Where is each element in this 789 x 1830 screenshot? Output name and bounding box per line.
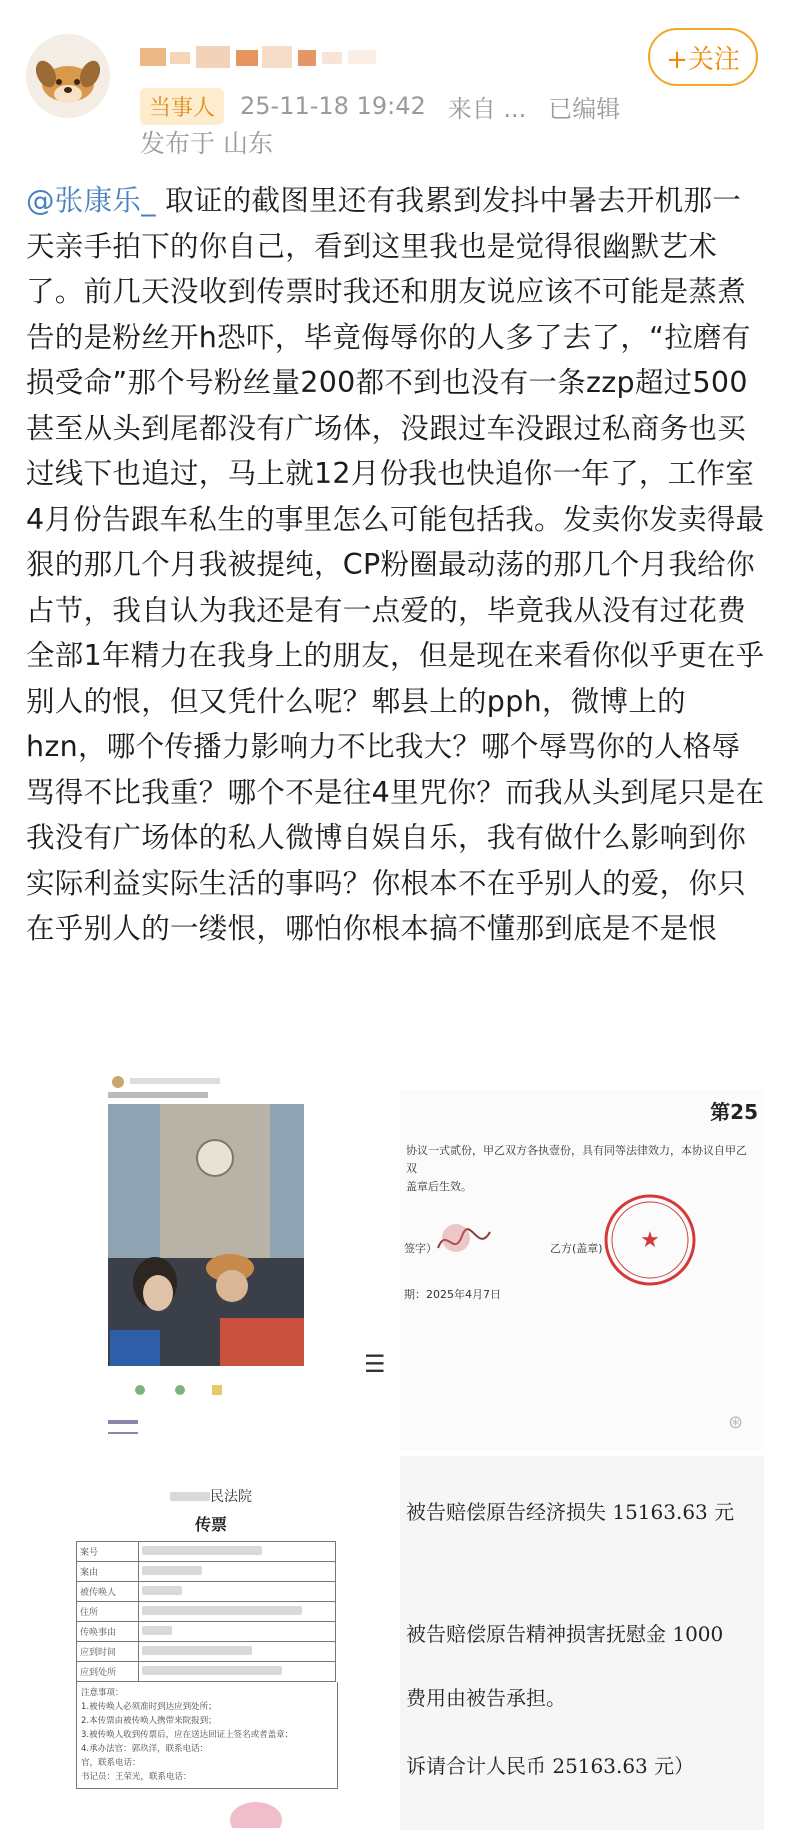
pink-stamp-icon	[226, 1798, 286, 1828]
edited-label[interactable]: 已编辑	[548, 94, 621, 123]
table-row	[77, 1622, 336, 1642]
username-obscured[interactable]	[140, 40, 390, 72]
summons-header	[76, 1486, 346, 1506]
post-text	[26, 178, 766, 952]
dog-avatar-icon	[26, 34, 110, 118]
table-cell: 住所	[77, 1602, 139, 1622]
note-line: 官，联系电话：	[81, 1758, 141, 1768]
compensation-line-4: 诉请合计人民币 25163.63 元）	[406, 1754, 695, 1778]
follow-label: +关注	[666, 44, 740, 75]
post-body: 取证的截图里还有我累到发抖中暑去开机那一天亲手拍下的你自己，看到这里我也是觉得很幽默艺术了。前几天没收到传票时我还和朋友说应该不可能是蒸煮告的是粉丝开h恐吓，毕竟侮辱你的人多了去了，“拉磨有损受命”那个号粉丝量200都不到也没有一条zzp超过500甚至从头到尾都没有广场体，没跟过车没跟过私商务也买过线下也追过，马上就12月份我也快追你一年了，工作室4月份告跟车私生的事里怎么可能包括我。发卖你发卖得最狠的那几个月我被提纯，CP粉圈最动荡的那几个月我给你占节，我自认为我还是有一点爱的，毕竟我从没有过花费全部1年精力在我身上的朋友，但是现在来看你似乎更在乎别人的恨，但又凭什么呢？郫县上的pph，微博上的hzn，哪个传播力影响力不比我大？哪个辱骂你的人格辱骂得不比我重？哪个不是往4里咒你？而我从头到尾只是在我没有广场体的私人微博自娱自乐，我有做什么影响到你实际利益实际生活的事吗？你根本不在乎别人的爱，你只在乎别人的一缕恨，哪怕你根本搞不懂那到底是不是恨	[26, 184, 765, 945]
note-line: 3.被传唤人收到传票后，应在送达回证上签名或者盖章；	[81, 1730, 294, 1740]
compensation-line-1: 被告赔偿原告经济损失 15163.63 元	[406, 1500, 735, 1524]
post-meta	[140, 88, 620, 124]
table-cell: 应到时间	[77, 1642, 139, 1662]
table-cell: 被传唤人	[77, 1582, 139, 1602]
obscured-court-name	[170, 1492, 210, 1501]
menu-icon[interactable]: ☰	[364, 1350, 386, 1378]
table-cell	[139, 1602, 336, 1622]
table-cell: 案号	[77, 1542, 139, 1562]
location: 发布于 山东	[140, 129, 273, 158]
signature-label: 签字）	[404, 1242, 437, 1255]
mention-link[interactable]: @张康乐_	[26, 184, 156, 217]
agreement-line-2: 盖章后生效。	[406, 1180, 472, 1193]
table-cell	[139, 1622, 336, 1642]
table-cell: 传唤事由	[77, 1622, 139, 1642]
table-row	[77, 1582, 336, 1602]
note-line: 1.被传唤人必须准时到达应到处所；	[81, 1702, 217, 1712]
table-row	[77, 1662, 336, 1682]
court-name: 民法院	[210, 1489, 252, 1505]
note-line: 2.本传票由被传唤人携带来院报到；	[81, 1716, 217, 1726]
table-cell	[139, 1582, 336, 1602]
agreement-text	[406, 1142, 756, 1196]
photo-screenshot-graphic	[100, 1068, 312, 1442]
note-line: 书记员：王荣光，联系电话：	[81, 1772, 192, 1782]
party-b-label: 乙方(盖章)	[550, 1242, 603, 1255]
note-line: 注意事项：	[81, 1688, 124, 1698]
table-cell: 案由	[77, 1562, 139, 1582]
red-seal-icon	[600, 1190, 700, 1290]
note-line: 4.承办法官：郭玖洋，联系电话：	[81, 1744, 209, 1754]
summons-title: 传票	[194, 1515, 227, 1534]
summons-table	[76, 1541, 336, 1682]
image-agreement[interactable]	[400, 1090, 764, 1450]
image-screenshot-photo[interactable]	[100, 1068, 312, 1442]
table-row	[77, 1602, 336, 1622]
image-compensation[interactable]	[400, 1456, 764, 1830]
handwritten-signature-icon	[434, 1218, 494, 1268]
compensation-line-3: 费用由被告承担。	[406, 1686, 566, 1710]
table-cell	[139, 1642, 336, 1662]
image-summons[interactable]	[76, 1478, 346, 1830]
avatar[interactable]	[26, 34, 110, 118]
table-row	[77, 1562, 336, 1582]
source: 来自 ...	[447, 94, 527, 123]
status-badge: 当事人	[140, 88, 224, 125]
compensation-line-2: 被告赔偿原告精神损害抚慰金 1000	[406, 1622, 724, 1646]
page-number: 第25	[710, 1100, 758, 1124]
table-cell	[139, 1542, 336, 1562]
table-cell: 应到处所	[77, 1662, 139, 1682]
table-cell	[139, 1662, 336, 1682]
timestamp: 25-11-18 19:42	[240, 92, 426, 120]
weibo-watermark-icon: ⊛	[728, 1412, 744, 1433]
agreement-date: 期：2025年4月7日	[404, 1288, 501, 1301]
table-cell	[139, 1562, 336, 1582]
agreement-line-1: 协议一式贰份，甲乙双方各执壹份，具有同等法律效力，本协议自甲乙双	[406, 1144, 747, 1175]
table-row	[77, 1642, 336, 1662]
table-row	[77, 1542, 336, 1562]
follow-button[interactable]	[648, 28, 758, 86]
summons-notes	[76, 1682, 338, 1789]
svg-text:★: ★	[640, 1228, 660, 1253]
